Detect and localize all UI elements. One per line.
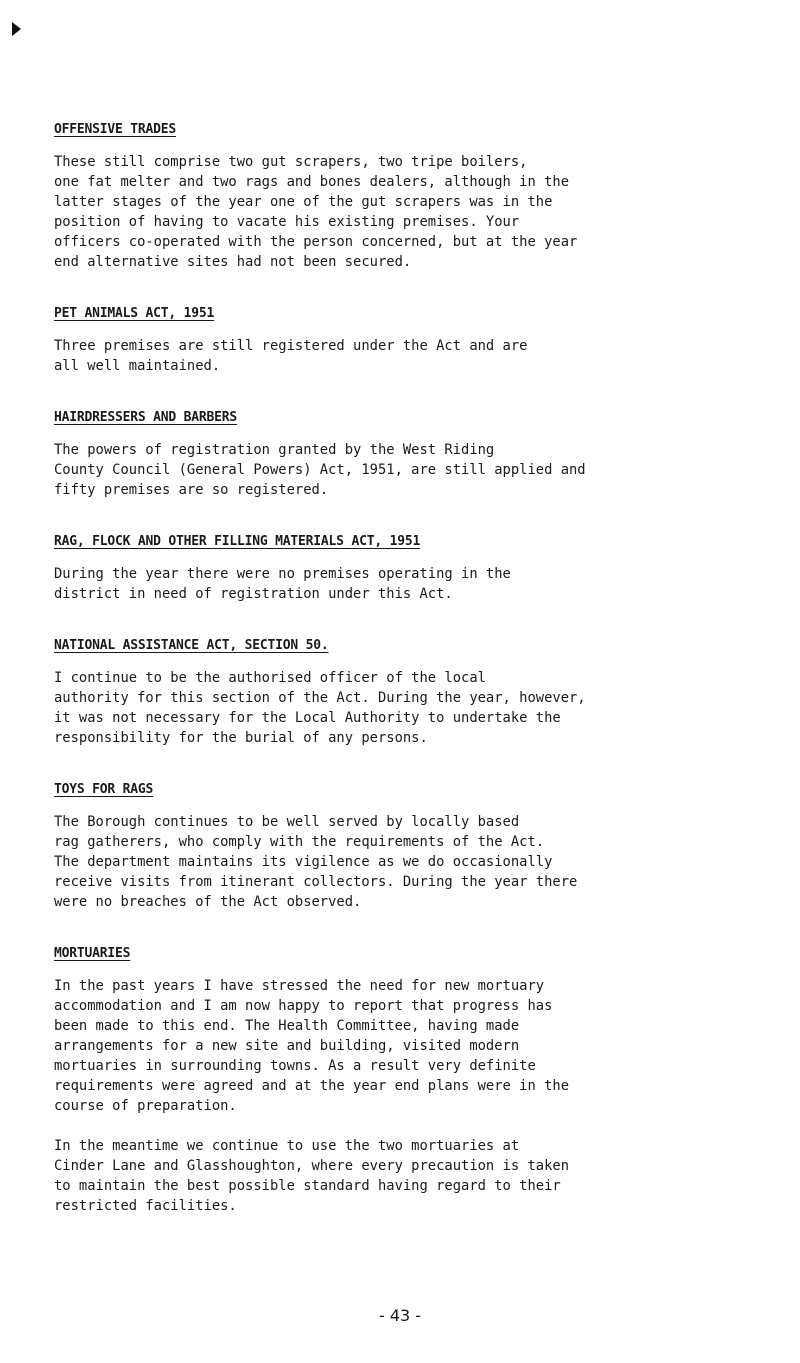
section-heading: NATIONAL ASSISTANCE ACT, SECTION 50.	[54, 638, 329, 653]
section-heading: MORTUARIES	[54, 946, 131, 961]
section-paragraph: These still comprise two gut scrapers, two tripe boilers, one fat melter and two rags and bones dealers, although in the latter stages of the year one of the gut scrapers was in the position of having to vacate his existing premises. Your officers co-operated with the person concerned, but at the year end alternative sites had not been secured.	[54, 154, 578, 270]
section-national-assistance-act	[54, 634, 774, 748]
section-toys-for-rags	[54, 778, 774, 912]
section-mortuaries	[54, 942, 774, 1216]
section-heading: RAG, FLOCK AND OTHER FILLING MATERIALS ACT, 1951	[54, 534, 421, 549]
section-hairdressers-and-barbers	[54, 406, 774, 500]
document-body	[54, 118, 774, 1246]
section-paragraph: During the year there were no premises operating in the district in need of registration under this Act.	[54, 566, 511, 602]
section-paragraph: I continue to be the authorised officer of the local authority for this section of the Act. During the year, however, it was not necessary for the Local Authority to undertake the responsibility for the burial of any persons.	[54, 670, 586, 746]
page-number: - 43 -	[378, 1306, 422, 1325]
section-heading: HAIRDRESSERS AND BARBERS	[54, 410, 238, 425]
section-paragraph: The powers of registration granted by the West Riding County Council (General Powers) Act, 1951, are still applied and fifty premises are so registered.	[54, 442, 586, 498]
arrow-marker-icon	[12, 22, 21, 36]
section-heading: TOYS FOR RAGS	[54, 782, 154, 797]
section-heading: OFFENSIVE TRADES	[54, 122, 177, 137]
section-heading: PET ANIMALS ACT, 1951	[54, 306, 215, 321]
section-filling-materials-act	[54, 530, 774, 604]
section-offensive-trades	[54, 118, 774, 272]
section-paragraph: The Borough continues to be well served by locally based rag gatherers, who comply with the requirements of the Act. The department maintains its vigilence as we do occasionally receive visits from itinerant collectors. During the year there were no breaches of the Act observed.	[54, 814, 578, 910]
section-pet-animals-act	[54, 302, 774, 376]
section-paragraph: In the meantime we continue to use the two mortuaries at Cinder Lane and Glasshoughton, where every precaution is taken to maintain the best possible standard having regard to their restricted facilities.	[54, 1138, 569, 1214]
section-paragraph: Three premises are still registered under the Act and are all well maintained.	[54, 338, 528, 374]
section-paragraph: In the past years I have stressed the need for new mortuary accommodation and I am now happy to report that progress has been made to this end. The Health Committee, having made arrangements for a new site and building, visited modern mortuaries in surrounding towns. As a result very definite requirements were agreed and at the year end plans were in the course of preparation.	[54, 978, 569, 1114]
